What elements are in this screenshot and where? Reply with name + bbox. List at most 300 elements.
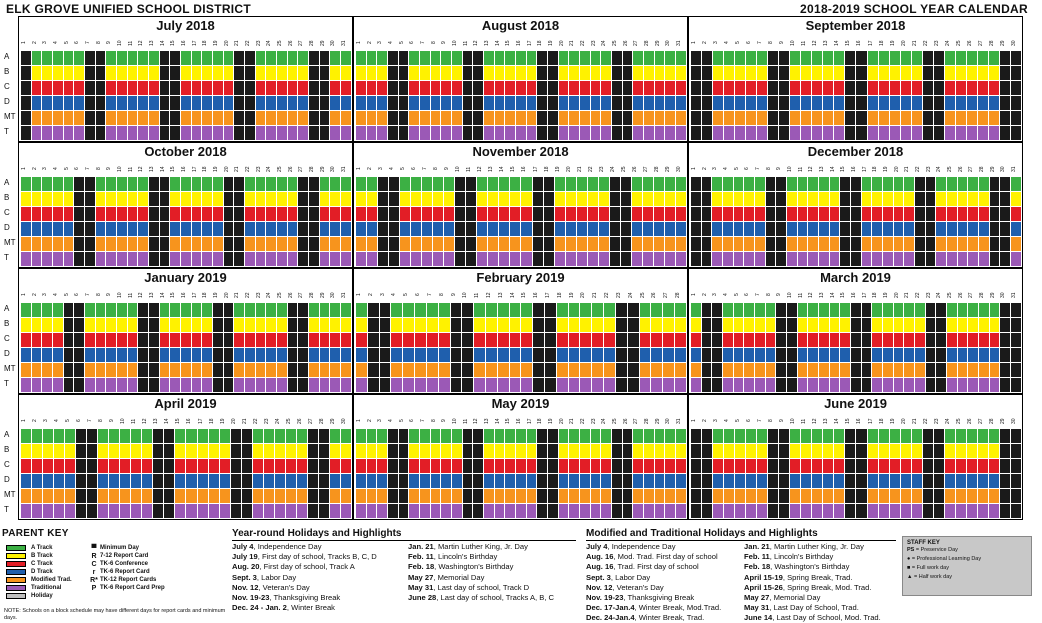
- day-cell: [845, 66, 856, 80]
- day-cell: [676, 489, 687, 503]
- day-cell: [220, 444, 231, 458]
- day-cell: [85, 252, 96, 266]
- day-number: 28: [318, 418, 325, 424]
- day-cell: [744, 378, 755, 392]
- day-cell: [577, 222, 588, 236]
- day-cell: [308, 504, 319, 518]
- holiday-item: [586, 573, 721, 583]
- day-cell: [120, 429, 131, 443]
- month-3: [688, 16, 1023, 142]
- day-cell: [170, 303, 181, 317]
- day-cell: [1011, 333, 1022, 347]
- day-cell: [32, 126, 43, 140]
- day-cell: [462, 348, 474, 362]
- day-numbers: [691, 288, 1022, 302]
- day-cell: [798, 363, 809, 377]
- day-cell: [320, 303, 331, 317]
- day-cell: [298, 51, 309, 65]
- day-cell: [87, 474, 98, 488]
- day-cell: [181, 318, 192, 332]
- day-cell: [170, 333, 181, 347]
- day-cell: [623, 126, 634, 140]
- day-cell: [746, 66, 757, 80]
- day-cell: [521, 318, 533, 332]
- day-cell: [420, 66, 431, 80]
- day-cell: [64, 348, 75, 362]
- day-cell: [330, 222, 341, 236]
- day-cell: [577, 237, 588, 251]
- day-cell: [388, 51, 399, 65]
- day-cell: [901, 66, 912, 80]
- day-cell: [533, 192, 544, 206]
- day-cell: [498, 318, 510, 332]
- day-cell: [521, 333, 533, 347]
- day-number: 9: [450, 293, 457, 297]
- day-number: 20: [900, 418, 907, 424]
- day-number: 30: [330, 40, 337, 46]
- day-cell: [170, 66, 181, 80]
- day-number: 1: [356, 41, 362, 45]
- day-cell: [521, 207, 532, 221]
- day-number: 6: [409, 41, 416, 45]
- day-cell: [74, 126, 85, 140]
- row-label-b: B: [4, 319, 10, 328]
- day-cell: [330, 177, 341, 191]
- day-cell: [309, 111, 320, 125]
- day-cell: [989, 111, 1000, 125]
- day-cell: [823, 51, 834, 65]
- day-number: 2: [31, 167, 38, 171]
- day-cell: [74, 318, 85, 332]
- day-cell: [713, 96, 724, 110]
- day-cell: [170, 318, 181, 332]
- day-cell: [422, 252, 433, 266]
- day-cell: [192, 333, 203, 347]
- day-cell: [912, 81, 923, 95]
- day-cell: [109, 504, 120, 518]
- day-cell: [367, 66, 378, 80]
- day-number: 26: [631, 166, 638, 172]
- track-row-c: [691, 207, 1022, 221]
- day-cell: [958, 378, 969, 392]
- day-cell: [566, 237, 577, 251]
- day-cell: [879, 459, 890, 473]
- day-cell: [42, 237, 53, 251]
- day-cell: [452, 489, 463, 503]
- day-number: 25: [955, 418, 962, 424]
- staff-key-label: = Full work day: [910, 565, 949, 571]
- day-number: 6: [74, 41, 81, 45]
- day-cell: [377, 444, 388, 458]
- holiday-item: [232, 593, 377, 603]
- day-cell: [53, 252, 64, 266]
- day-cell: [723, 252, 734, 266]
- day-cell: [452, 126, 463, 140]
- day-number: 15: [175, 418, 182, 424]
- day-cell: [231, 504, 242, 518]
- day-cell: [403, 348, 415, 362]
- day-cell: [823, 429, 834, 443]
- day-cell: [96, 51, 107, 65]
- day-cell: [192, 81, 203, 95]
- day-cell: [186, 429, 197, 443]
- day-cell: [612, 66, 623, 80]
- day-cell: [427, 333, 439, 347]
- parent-key-symbol: [88, 576, 165, 584]
- day-number: 24: [266, 292, 273, 298]
- day-cell: [904, 222, 915, 236]
- day-cell: [868, 96, 879, 110]
- day-cell: [43, 459, 54, 473]
- day-number: 4: [724, 419, 731, 423]
- day-cell: [462, 378, 474, 392]
- day-cell: [712, 177, 723, 191]
- day-cell: [734, 222, 745, 236]
- day-cell: [54, 459, 65, 473]
- day-cell: [96, 207, 107, 221]
- day-cell: [580, 444, 591, 458]
- day-cell: [213, 318, 224, 332]
- day-cell: [85, 348, 96, 362]
- day-cell: [409, 81, 420, 95]
- holiday-item: [744, 573, 881, 583]
- day-cell: [209, 504, 220, 518]
- day-cell: [915, 222, 926, 236]
- day-cell: [420, 51, 431, 65]
- day-cell: [601, 489, 612, 503]
- symbol-glyph: ▀: [91, 544, 97, 552]
- day-cell: [845, 126, 856, 140]
- day-cell: [198, 489, 209, 503]
- day-number: 8: [765, 167, 772, 171]
- day-cell: [245, 348, 256, 362]
- day-number: 27: [663, 292, 670, 298]
- day-number: 8: [430, 41, 437, 45]
- day-cell: [663, 303, 675, 317]
- month-11: [353, 394, 688, 520]
- day-cell: [830, 222, 841, 236]
- day-cell: [128, 192, 139, 206]
- day-cell: [53, 303, 64, 317]
- day-cell: [298, 252, 309, 266]
- day-cell: [947, 303, 958, 317]
- day-number: 19: [568, 292, 575, 298]
- day-cell: [901, 81, 912, 95]
- day-cell: [779, 489, 790, 503]
- day-cell: [936, 177, 947, 191]
- staff-key-items: [907, 546, 1027, 582]
- day-cell: [391, 303, 403, 317]
- day-cell: [723, 207, 734, 221]
- day-cell: [209, 429, 220, 443]
- staff-key-label: = Professional Learning Day: [910, 556, 982, 562]
- month-10: [18, 394, 353, 520]
- day-cell: [399, 504, 410, 518]
- day-cell: [776, 222, 787, 236]
- day-number: 12: [485, 292, 492, 298]
- day-cell: [936, 363, 947, 377]
- day-cell: [527, 81, 538, 95]
- day-cell: [644, 444, 655, 458]
- day-cell: [138, 51, 149, 65]
- day-cell: [399, 81, 410, 95]
- day-cell: [840, 378, 851, 392]
- day-cell: [851, 318, 862, 332]
- day-cell: [288, 96, 299, 110]
- day-cell: [377, 111, 388, 125]
- day-cell: [616, 348, 628, 362]
- day-cell: [277, 222, 288, 236]
- day-cell: [319, 504, 330, 518]
- day-cell: [98, 489, 109, 503]
- day-cell: [202, 51, 213, 65]
- day-cell: [766, 348, 777, 362]
- day-cell: [444, 207, 455, 221]
- day-cell: [76, 504, 87, 518]
- day-cell: [665, 459, 676, 473]
- day-cell: [505, 66, 516, 80]
- day-cell: [138, 222, 149, 236]
- day-cell: [495, 81, 506, 95]
- day-cell: [840, 348, 851, 362]
- day-cell: [851, 252, 862, 266]
- day-cell: [356, 81, 367, 95]
- row-label-d: D: [4, 223, 10, 232]
- day-cell: [234, 66, 245, 80]
- day-cell: [856, 429, 867, 443]
- day-cell: [766, 192, 777, 206]
- day-number: 1: [356, 419, 362, 423]
- track-swatch: [6, 561, 26, 567]
- day-cell: [198, 429, 209, 443]
- day-cell: [766, 333, 777, 347]
- day-cell: [665, 237, 676, 251]
- track-row-b: [21, 66, 352, 80]
- day-cell: [879, 504, 890, 518]
- day-numbers: [356, 414, 687, 428]
- day-cell: [153, 444, 164, 458]
- day-cell: [87, 489, 98, 503]
- track-row-mt: [21, 111, 352, 125]
- day-cell: [298, 111, 309, 125]
- day-cell: [149, 96, 160, 110]
- day-cell: [377, 459, 388, 473]
- day-number: 2: [366, 419, 373, 423]
- day-cell: [812, 459, 823, 473]
- day-cell: [640, 318, 652, 332]
- track-rows: [21, 303, 352, 392]
- day-cell: [790, 444, 801, 458]
- day-cell: [463, 96, 474, 110]
- track-rows: [691, 51, 1022, 140]
- day-number: 21: [234, 292, 241, 298]
- day-number: 13: [149, 40, 156, 46]
- day-cell: [149, 237, 160, 251]
- day-number: 7: [757, 41, 764, 45]
- holiday-date: Aug. 16: [586, 552, 614, 562]
- day-cell: [798, 222, 809, 236]
- day-number: 5: [65, 419, 72, 423]
- day-cell: [32, 81, 43, 95]
- day-cell: [356, 459, 367, 473]
- day-cell: [644, 111, 655, 125]
- day-cell: [431, 444, 442, 458]
- day-cell: [1011, 126, 1022, 140]
- modified-holidays-col1: [586, 542, 721, 623]
- day-cell: [979, 333, 990, 347]
- day-cell: [380, 363, 392, 377]
- day-cell: [521, 363, 533, 377]
- parent-key-symbol: [88, 568, 165, 576]
- day-cell: [64, 303, 75, 317]
- staff-key-item: [907, 555, 1027, 564]
- day-cell: [96, 363, 107, 377]
- day-number: 29: [989, 166, 996, 172]
- day-cell: [623, 459, 634, 473]
- day-cell: [901, 459, 912, 473]
- day-cell: [654, 237, 665, 251]
- day-cell: [734, 318, 745, 332]
- day-cell: [801, 429, 812, 443]
- track-row-c: [21, 333, 352, 347]
- day-cell: [872, 207, 883, 221]
- day-cell: [74, 237, 85, 251]
- day-cell: [209, 474, 220, 488]
- track-rows: [21, 51, 352, 140]
- day-number: 17: [532, 166, 539, 172]
- day-cell: [665, 474, 676, 488]
- day-cell: [473, 504, 484, 518]
- day-cell: [604, 318, 616, 332]
- day-number: 4: [389, 167, 396, 171]
- day-cell: [170, 222, 181, 236]
- day-cell: [883, 207, 894, 221]
- day-cell: [309, 318, 320, 332]
- day-cell: [74, 348, 85, 362]
- day-cell: [170, 363, 181, 377]
- day-cell: [989, 459, 1000, 473]
- day-cell: [947, 333, 958, 347]
- day-number: 21: [904, 292, 911, 298]
- day-cell: [665, 126, 676, 140]
- day-cell: [484, 474, 495, 488]
- day-cell: [32, 51, 43, 65]
- day-cell: [883, 252, 894, 266]
- day-cell: [1011, 51, 1022, 65]
- day-cell: [823, 111, 834, 125]
- day-number: 17: [861, 166, 868, 172]
- day-cell: [170, 207, 181, 221]
- day-cell: [128, 126, 139, 140]
- day-cell: [537, 459, 548, 473]
- day-cell: [309, 378, 320, 392]
- day-cell: [912, 96, 923, 110]
- day-cell: [798, 303, 809, 317]
- day-cell: [527, 459, 538, 473]
- day-number: 11: [462, 418, 469, 424]
- day-cell: [623, 111, 634, 125]
- day-cell: [399, 126, 410, 140]
- day-cell: [367, 489, 378, 503]
- day-cell: [431, 96, 442, 110]
- day-cell: [484, 81, 495, 95]
- day-cell: [234, 378, 245, 392]
- day-cell: [170, 252, 181, 266]
- day-cell: [266, 207, 277, 221]
- day-cell: [170, 126, 181, 140]
- day-cell: [131, 489, 142, 503]
- day-cell: [220, 489, 231, 503]
- day-cell: [936, 222, 947, 236]
- day-cell: [486, 318, 498, 332]
- day-cell: [488, 192, 499, 206]
- day-cell: [569, 348, 581, 362]
- day-cell: [1000, 177, 1011, 191]
- day-cell: [234, 318, 245, 332]
- day-cell: [378, 252, 389, 266]
- day-cell: [851, 363, 862, 377]
- day-cell: [766, 222, 777, 236]
- day-cell: [787, 333, 798, 347]
- day-cell: [588, 237, 599, 251]
- day-cell: [819, 318, 830, 332]
- row-label-t: T: [4, 505, 9, 514]
- day-cell: [275, 444, 286, 458]
- day-cell: [277, 252, 288, 266]
- day-cell: [958, 177, 969, 191]
- day-cell: [691, 96, 702, 110]
- day-cell: [533, 333, 545, 347]
- day-cell: [588, 222, 599, 236]
- day-cell: [768, 66, 779, 80]
- day-cell: [64, 363, 75, 377]
- day-cell: [862, 333, 873, 347]
- day-cell: [54, 489, 65, 503]
- day-cell: [691, 252, 702, 266]
- day-number: 16: [186, 418, 193, 424]
- day-cell: [43, 489, 54, 503]
- day-number: 30: [1000, 292, 1007, 298]
- day-cell: [341, 96, 352, 110]
- day-cell: [474, 333, 486, 347]
- day-cell: [213, 126, 224, 140]
- day-cell: [128, 222, 139, 236]
- day-cell: [702, 207, 713, 221]
- day-cell: [879, 96, 890, 110]
- day-cell: [431, 126, 442, 140]
- day-cell: [989, 429, 1000, 443]
- day-cell: [64, 111, 75, 125]
- day-number: 9: [106, 293, 113, 297]
- day-cell: [840, 333, 851, 347]
- day-number: 12: [138, 166, 145, 172]
- day-number: 2: [701, 167, 708, 171]
- day-cell: [901, 444, 912, 458]
- day-cell: [830, 237, 841, 251]
- day-cell: [604, 333, 616, 347]
- parent-key-title: PARENT KEY: [2, 528, 69, 539]
- day-cell: [433, 177, 444, 191]
- track-row-b: [356, 66, 687, 80]
- day-cell: [557, 318, 569, 332]
- day-cell: [209, 459, 220, 473]
- day-cell: [901, 489, 912, 503]
- day-number: 11: [127, 292, 134, 298]
- holiday-text: , Labor Day: [256, 572, 297, 582]
- day-cell: [400, 192, 411, 206]
- day-cell: [377, 126, 388, 140]
- day-number: 5: [63, 293, 70, 297]
